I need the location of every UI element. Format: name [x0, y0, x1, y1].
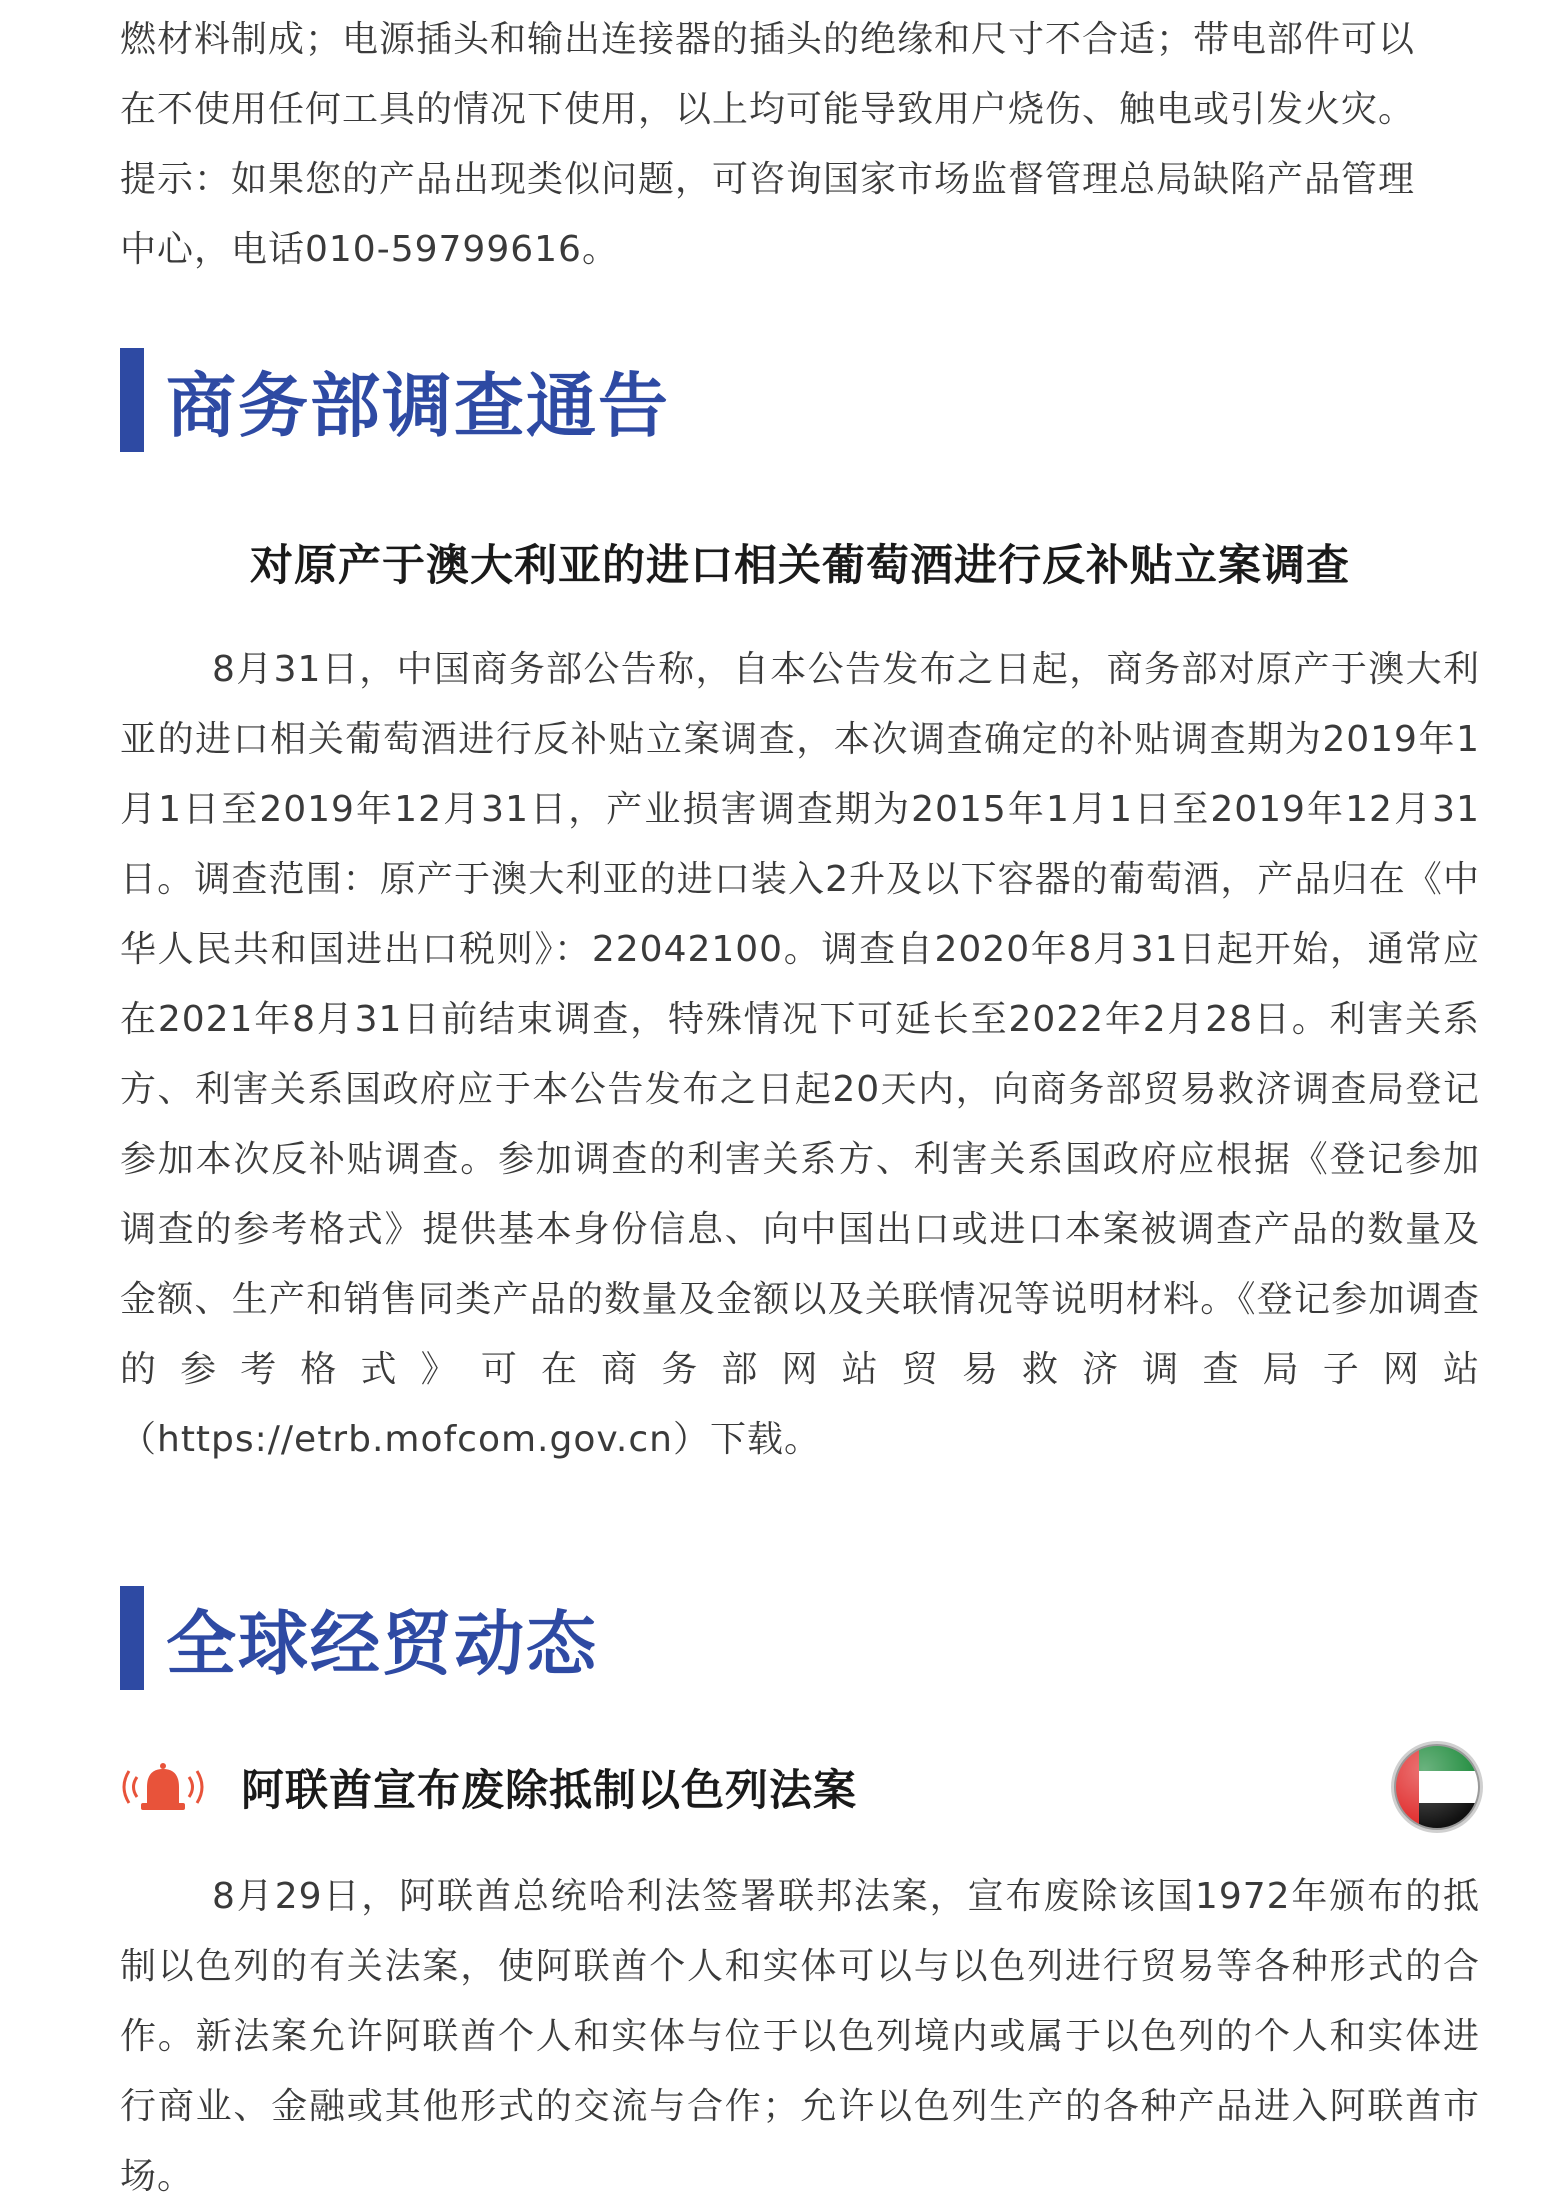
- article-subtitle: 对原产于澳大利亚的进口相关葡萄酒进行反补贴立案调查: [250, 541, 1350, 591]
- intro-line: 中心，电话010-59799616。: [120, 229, 619, 270]
- section-title: 全球经贸动态: [166, 1602, 598, 1685]
- intro-paragraph: [120, 5, 1480, 285]
- section-accent-bar: [120, 348, 144, 452]
- intro-line: 燃材料制成；电源插头和输出连接器的插头的绝缘和尺寸不合适；带电部件可以: [120, 19, 1416, 60]
- news-title: 阿联酋宣布废除抵制以色列法案: [241, 1765, 857, 1816]
- section-header-global-trade: [120, 1586, 598, 1690]
- uae-flag-icon: [1389, 1739, 1485, 1835]
- section-header-mofcom: [120, 348, 670, 452]
- alarm-bell-icon: [115, 1757, 211, 1817]
- intro-line: 在不使用任何工具的情况下使用，以上均可能导致用户烧伤、触电或引发火灾。: [120, 89, 1416, 130]
- news-body: 8月29日，阿联酋总统哈利法签署联邦法案，宣布废除该国1972年颁布的抵制以色列的有关法案，使阿联酋个人和实体可以与以色列进行贸易等各种形式的合作。新法案允许阿联酋个人和实体与位于以色列境内或属于以色列的个人和实体进行商业、金融或其他形式的交流与合作；允许以色列生产的各种产品进入阿联酋市场。: [120, 1876, 1480, 2197]
- news-header: [115, 1742, 1485, 1832]
- intro-line: 提示：如果您的产品出现类似问题，可咨询国家市场监督管理总局缺陷产品管理: [120, 159, 1416, 200]
- section-title: 商务部调查通告: [166, 364, 670, 447]
- article-body: 8月31日，中国商务部公告称，自本公告发布之日起，商务部对原产于澳大利亚的进口相关葡萄酒进行反补贴立案调查，本次调查确定的补贴调查期为2019年1月1日至2019年12月31日，产业损害调查期为2015年1月1日至2019年12月31日。调查范围：原产于澳大利亚的进口装入2升及以下容器的葡萄酒，产品归在《中华人民共和国进出口税则》：22042100。调查自2020年8月31日起开始，通常应在2021年8月31日前结束调查，特殊情况下可延长至2022年2月28日。利害关系方、利害关系国政府应于本公告发布之日起20天内，向商务部贸易救济调查局登记参加本次反补贴调查。参加调查的利害关系方、利害关系国政府应根据《登记参加调查的参考格式》提供基本身份信息、向中国出口或进口本案被调查产品的数量及金额、生产和销售同类产品的数量及金额以及关联情况等说明材料。《登记参加调查的参考格式》可在商务部网站贸易救济调查局子网站（https://etrb.mofcom.gov.cn）下载。: [120, 649, 1480, 1460]
- section-accent-bar: [120, 1586, 144, 1690]
